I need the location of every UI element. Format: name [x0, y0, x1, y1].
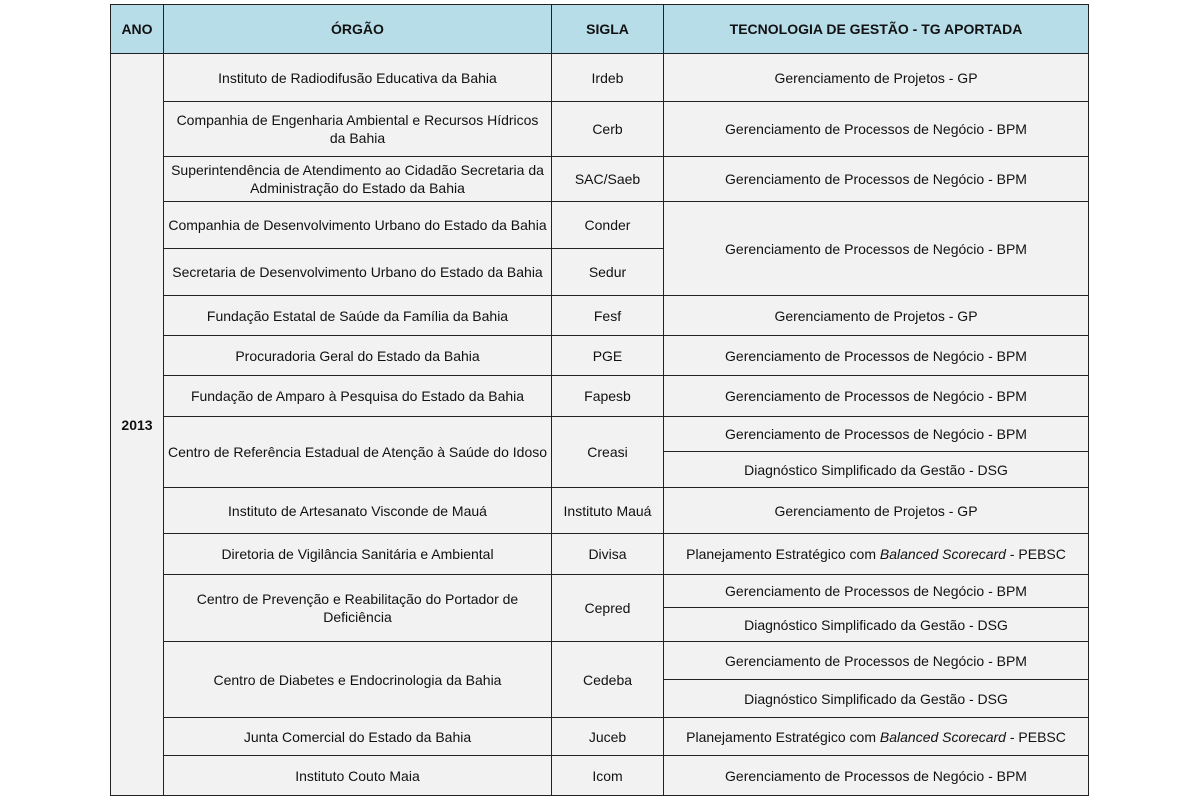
- year-cell: 2013: [111, 54, 164, 796]
- tg-text-post: - PEBSC: [1005, 728, 1066, 745]
- sigla-cell: Fesf: [552, 296, 664, 336]
- orgao-cell: Fundação Estatal de Saúde da Família da Bahia: [164, 296, 552, 336]
- sigla-cell: Cepred: [552, 575, 664, 642]
- table-row: [111, 336, 1089, 376]
- header-tg: TECNOLOGIA DE GESTÃO - TG APORTADA: [664, 5, 1089, 54]
- table-row: [111, 54, 1089, 102]
- tg-text-italic: Balanced Scorecard: [879, 546, 1006, 562]
- header-ano: ANO: [111, 5, 164, 54]
- table-row: [111, 202, 1089, 249]
- sigla-cell: Irdeb: [552, 54, 664, 102]
- sigla-cell: Instituto Mauá: [552, 488, 664, 534]
- table-row: [111, 488, 1089, 534]
- table-row: [111, 575, 1089, 608]
- tg-text-italic: Balanced Scorecard: [879, 728, 1006, 745]
- tg-cell: Gerenciamento de Processos de Negócio - BPM: [664, 756, 1089, 796]
- table-row: [111, 102, 1089, 157]
- tg-cell: Diagnóstico Simplificado da Gestão - DSG: [664, 608, 1089, 642]
- tg-cell: Diagnóstico Simplificado da Gestão - DSG: [664, 452, 1089, 488]
- tg-cell: Gerenciamento de Processos de Negócio - BPM: [664, 157, 1089, 202]
- sigla-cell: SAC/Saeb: [552, 157, 664, 202]
- tg-cell: Gerenciamento de Projetos - GP: [664, 296, 1089, 336]
- tg-cell: Gerenciamento de Processos de Negócio - BPM: [664, 102, 1089, 157]
- tg-text-pre: Planejamento Estratégico com: [686, 728, 880, 745]
- sigla-cell: Cedeba: [552, 642, 664, 718]
- table-row: [111, 296, 1089, 336]
- tg-cell: Gerenciamento de Processos de Negócio - BPM: [664, 376, 1089, 417]
- sigla-cell: PGE: [552, 336, 664, 376]
- tg-cell: Gerenciamento de Projetos - GP: [664, 54, 1089, 102]
- tg-cell: [664, 534, 1089, 575]
- tg-cell: Diagnóstico Simplificado da Gestão - DSG: [664, 680, 1089, 718]
- tg-text-post: - PEBSC: [1005, 546, 1066, 562]
- orgao-cell: Companhia de Desenvolvimento Urbano do Estado da Bahia: [164, 202, 552, 249]
- tg-cell: Gerenciamento de Projetos - GP: [664, 488, 1089, 534]
- sigla-cell: Icom: [552, 756, 664, 796]
- tg-cell: Gerenciamento de Processos de Negócio - BPM: [664, 202, 1089, 296]
- table-row: [111, 534, 1089, 575]
- orgao-cell: Superintendência de Atendimento ao Cidadão Secretaria da Administração do Estado da Bahia: [164, 157, 552, 202]
- table-row: [111, 376, 1089, 417]
- table-row: [111, 718, 1089, 756]
- tg-cell: Gerenciamento de Processos de Negócio - BPM: [664, 642, 1089, 680]
- orgao-cell: Diretoria de Vigilância Sanitária e Ambiental: [164, 534, 552, 575]
- orgao-cell: Instituto de Radiodifusão Educativa da Bahia: [164, 54, 552, 102]
- tg-cell: Gerenciamento de Processos de Negócio - BPM: [664, 575, 1089, 608]
- tg-table: [110, 4, 1089, 796]
- tg-cell: Gerenciamento de Processos de Negócio - BPM: [664, 336, 1089, 376]
- table-row: [111, 417, 1089, 452]
- header-row: [111, 5, 1089, 54]
- sigla-cell: Fapesb: [552, 376, 664, 417]
- table-row: [111, 157, 1089, 202]
- table-row: [111, 642, 1089, 680]
- orgao-cell: Instituto Couto Maia: [164, 756, 552, 796]
- sigla-cell: Juceb: [552, 718, 664, 756]
- sigla-cell: Sedur: [552, 249, 664, 296]
- orgao-cell: Secretaria de Desenvolvimento Urbano do Estado da Bahia: [164, 249, 552, 296]
- tg-cell: Gerenciamento de Processos de Negócio - BPM: [664, 417, 1089, 452]
- sigla-cell: Creasi: [552, 417, 664, 488]
- sigla-cell: Cerb: [552, 102, 664, 157]
- orgao-cell: Instituto de Artesanato Visconde de Mauá: [164, 488, 552, 534]
- tg-text-pre: Planejamento Estratégico com: [686, 546, 880, 562]
- orgao-cell: Centro de Diabetes e Endocrinologia da Bahia: [164, 642, 552, 718]
- table-row: [111, 756, 1089, 796]
- orgao-cell: Centro de Referência Estadual de Atenção à Saúde do Idoso: [164, 417, 552, 488]
- sigla-cell: Conder: [552, 202, 664, 249]
- orgao-cell: Fundação de Amparo à Pesquisa do Estado da Bahia: [164, 376, 552, 417]
- orgao-cell: Junta Comercial do Estado da Bahia: [164, 718, 552, 756]
- sigla-cell: Divisa: [552, 534, 664, 575]
- tg-cell: [664, 718, 1089, 756]
- header-sigla: SIGLA: [552, 5, 664, 54]
- header-orgao: ÓRGÃO: [164, 5, 552, 54]
- orgao-cell: Centro de Prevenção e Reabilitação do Portador de Deficiência: [164, 575, 552, 642]
- orgao-cell: Companhia de Engenharia Ambiental e Recursos Hídricos da Bahia: [164, 102, 552, 157]
- orgao-cell: Procuradoria Geral do Estado da Bahia: [164, 336, 552, 376]
